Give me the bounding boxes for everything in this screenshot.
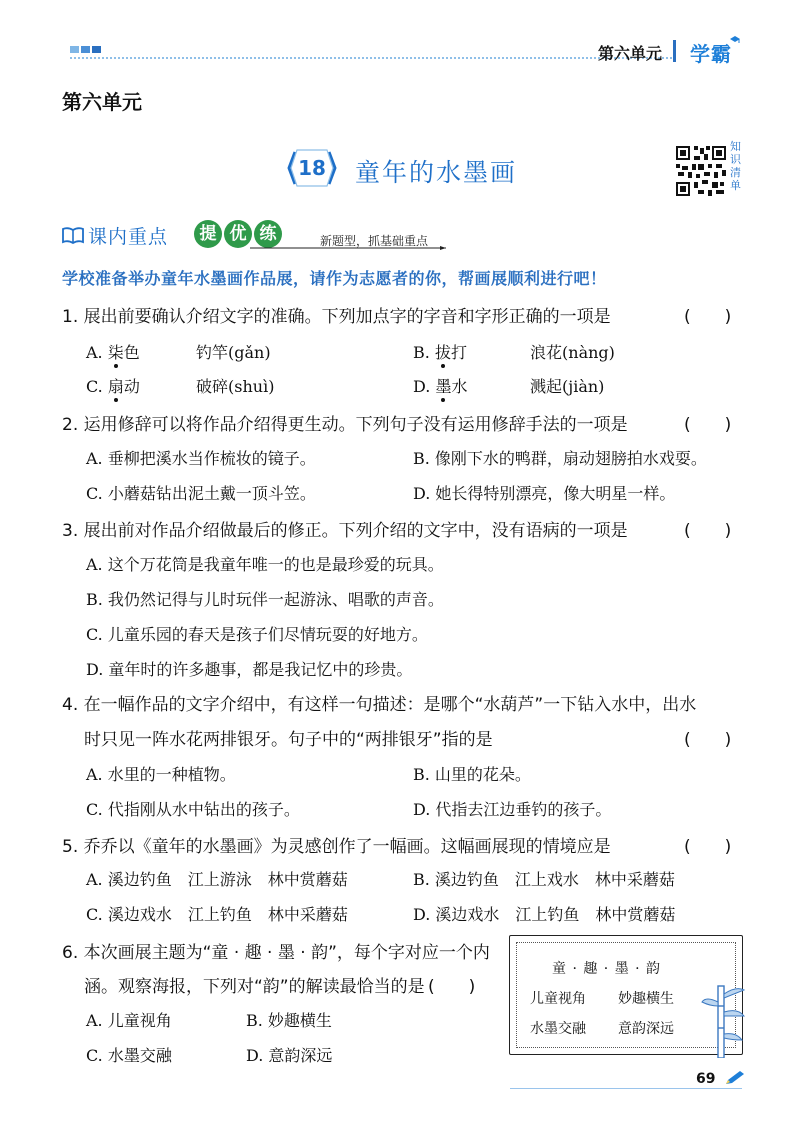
q3-option-c: C. 儿童乐园的春天是孩子们尽情玩耍的好地方。 [86, 625, 428, 644]
brand-divider [673, 40, 676, 62]
header-decoration [70, 46, 101, 53]
question-1-stem: 1. 展出前要确认介绍文字的准确。下列加点字的字音和字形正确的一项是 [62, 307, 611, 327]
q3-option-b: B. 我仍然记得与儿时玩伴一起游泳、唱歌的声音。 [86, 590, 444, 609]
q1-option-d-word2: 溅起(jiàn) [530, 377, 605, 396]
poster-item: 儿童视角 [530, 991, 586, 1007]
section-badge-char: 练 [254, 220, 282, 248]
q2-option-c: C. 小蘑菇钻出泥土戴一顶斗笠。 [86, 484, 316, 503]
q1-option-a-word2: 钓竿(gǎn) [196, 343, 271, 362]
answer-blank-2[interactable]: ( ) [684, 415, 732, 435]
pencil-icon [724, 1070, 746, 1086]
question-4-stem-line2: 时只见一阵水花两排银牙。句子中的“两排银牙”指的是 [84, 730, 493, 750]
header-unit-label: 第六单元 [597, 44, 662, 63]
question-4-stem-line1: 4. 在一幅作品的文字介绍中，有这样一句描述：是哪个“水葫芦”一下钻入水中，出水 [62, 695, 697, 715]
question-2-stem: 2. 运用修辞可以将作品介绍得更生动。下列句子没有运用修辞手法的一项是 [62, 415, 628, 435]
brand-logo: 学霸 [690, 42, 732, 66]
q2-option-d: D. 她长得特别漂亮，像大明星一样。 [413, 484, 676, 503]
q6-option-a: A. 儿童视角 [86, 1011, 172, 1030]
qr-code-label: 知识清单 [730, 140, 741, 192]
poster-title: 童 · 趣 · 墨 · 韵 [552, 961, 662, 977]
poster-item: 意韵深远 [618, 1021, 674, 1037]
question-5-stem: 5. 乔乔以《童年的水墨画》为灵感创作了一幅画。这幅画展现的情境应是 [62, 837, 611, 857]
q6-option-b: B. 妙趣横生 [246, 1011, 332, 1030]
graduation-cap-icon [730, 36, 740, 44]
q4-option-d: D. 代指去江边垂钓的孩子。 [413, 800, 612, 819]
lesson-title: 童年的水墨画 [355, 158, 518, 187]
unit-title: 第六单元 [62, 90, 142, 114]
q6-option-d: D. 意韵深远 [246, 1046, 333, 1065]
answer-blank-6[interactable]: ( ) [428, 977, 476, 997]
q5-option-a: A. 溪边钓鱼 江上游泳 林中赏蘑菇 [86, 870, 348, 889]
answer-blank-5[interactable]: ( ) [684, 837, 732, 857]
q4-option-c: C. 代指刚从水中钻出的孩子。 [86, 800, 300, 819]
q1-option-c: C. 扇动 [86, 377, 140, 396]
footer-rule [510, 1088, 742, 1089]
section-badge-char: 优 [224, 220, 252, 248]
poster-item: 妙趣横生 [618, 991, 674, 1007]
poster-item: 水墨交融 [530, 1021, 586, 1037]
q2-option-a: A. 垂柳把溪水当作梳妆的镜子。 [86, 449, 316, 468]
open-book-icon [62, 226, 84, 244]
section-badge [194, 220, 282, 248]
section-tagline: 新题型，抓基础重点 [320, 234, 429, 248]
q1-option-b: B. 拔打 [413, 343, 467, 362]
q4-option-b: B. 山里的花朵。 [413, 765, 531, 784]
page-number: 69 [696, 1071, 716, 1087]
q4-option-a: A. 水里的一种植物。 [86, 765, 236, 784]
intro-instruction: 学校准备举办童年水墨画作品展，请作为志愿者的你，帮画展顺利进行吧！ [62, 269, 607, 288]
question-6-stem-line2: 涵。观察海报，下列对“韵”的解读最恰当的是 [84, 977, 425, 997]
q3-option-d: D. 童年时的许多趣事，都是我记忆中的珍贵。 [86, 660, 413, 679]
q1-option-d: D. 墨水 [413, 377, 468, 396]
section-title: 课内重点 [88, 226, 169, 248]
answer-blank-4[interactable]: ( ) [684, 730, 732, 750]
answer-blank-1[interactable]: ( ) [684, 307, 732, 327]
section-badge-char: 提 [194, 220, 222, 248]
question-6-stem-line1: 6. 本次画展主题为“童 · 趣 · 墨 · 韵”，每个字对应一个内 [62, 943, 490, 963]
bamboo-icon [700, 980, 746, 1058]
section-underline [250, 246, 446, 250]
q3-option-a: A. 这个万花筒是我童年唯一的也是最珍爱的玩具。 [86, 555, 444, 574]
q2-option-b: B. 像刚下水的鸭群，扇动翅膀拍水戏耍。 [413, 449, 707, 468]
question-3-stem: 3. 展出前对作品介绍做最后的修正。下列介绍的文字中，没有语病的一项是 [62, 521, 628, 541]
q5-option-c: C. 溪边戏水 江上钓鱼 林中采蘑菇 [86, 905, 348, 924]
q1-option-c-word2: 破碎(shuì) [196, 377, 275, 396]
qr-code-icon[interactable] [674, 144, 728, 198]
lesson-number: 18 [298, 156, 326, 180]
answer-blank-3[interactable]: ( ) [684, 521, 732, 541]
q1-option-a: A. 柒色 [86, 343, 140, 362]
q5-option-b: B. 溪边钓鱼 江上戏水 林中采蘑菇 [413, 870, 675, 889]
header-rule [70, 57, 672, 59]
q5-option-d: D. 溪边戏水 江上钓鱼 林中赏蘑菇 [413, 905, 676, 924]
q1-option-b-word2: 浪花(nàng) [530, 343, 615, 362]
q6-option-c: C. 水墨交融 [86, 1046, 172, 1065]
